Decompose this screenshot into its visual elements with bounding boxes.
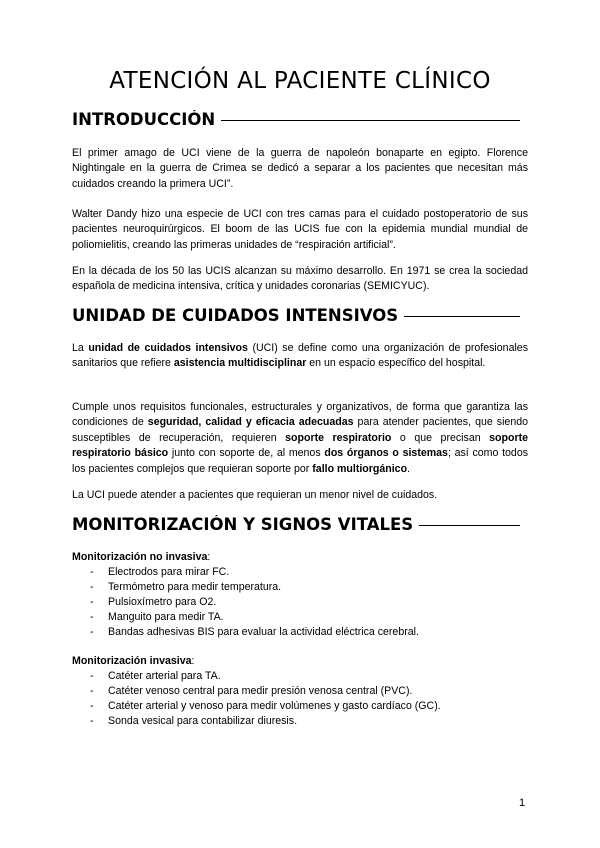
section-heading-introduccion [72, 110, 520, 129]
heading-rule [221, 120, 520, 121]
bold-term: dos órganos o sistemas [324, 447, 448, 460]
invasive-list [90, 669, 441, 729]
text-run: en un espacio específico del hospital. [306, 357, 486, 370]
text-run: La [72, 342, 89, 354]
list-item: - Manguito para medir TA. [90, 610, 419, 625]
bold-term: unidad de cuidados intensivos [88, 342, 248, 354]
bold-term: asistencia multidisciplinar [173, 357, 307, 370]
text-run: ; así como todos los pacientes complejos que requieran soporte por [72, 447, 529, 475]
section-heading-monitorizacion [72, 515, 520, 534]
uci-paragraph-3: La UCI puede atender a pacientes que requieran un menor nivel de cuidados. [72, 489, 438, 501]
text-run: junto con soporte de, al menos [168, 447, 325, 460]
bold-term: fallo multiorgánico [312, 462, 408, 475]
list-item: - Catéter arterial para TA. [90, 669, 441, 684]
section-heading-uci [72, 306, 520, 325]
page-number: 1 [519, 797, 526, 809]
text-run: Cumple unos requisitos funcionales, estructurales y organizativos, de forma que garantiza las condiciones de [72, 401, 528, 429]
list-item: - Catéter arterial y venoso para medir volúmenes y gasto cardíaco (GC). [90, 699, 441, 714]
heading-rule [404, 316, 520, 317]
bold-term: soporte respiratorio básico [72, 431, 528, 460]
section-heading-text: MONITORIZACIÓN Y SIGNOS VITALES [72, 515, 414, 534]
intro-paragraph-1: El primer amago de UCI viene de la guerra de napoleón bonaparte en egipto. Florence Nightingale en la guerra de Crimea se dedicó a separar a los pacientes que necesitan más cuidados creando la primera UCI”. [72, 147, 528, 190]
subheading-text: Monitorización invasiva [72, 655, 192, 667]
list-item: - Electrodos para mirar FC. [90, 565, 419, 580]
uci-paragraph-2 [72, 400, 528, 477]
intro-paragraph-2: Walter Dandy hizo una especie de UCI con tres camas para el cuidado postoperatorio de sus pacientes neuroquirúrgicos. El boom de las UCIS fue con la epidemia mundial mundial de poliomielitis, creando las primeras unidades de “respiración artificial”. [72, 208, 528, 251]
list-item: - Bandas adhesivas BIS para evaluar la actividad eléctrica cerebral. [90, 625, 419, 640]
list-item: - Sonda vesical para contabilizar diuresis. [90, 714, 441, 729]
text-run: . [407, 462, 410, 475]
heading-rule [419, 525, 520, 526]
document-title: ATENCIÓN AL PACIENTE CLÍNICO [109, 68, 491, 94]
list-item: - Termómetro para medir temperatura. [90, 580, 419, 595]
bold-term: seguridad, calidad y eficacia adecuadas [147, 416, 354, 429]
section-heading-text: UNIDAD DE CUIDADOS INTENSIVOS [72, 306, 399, 325]
uci-paragraph-1 [72, 341, 528, 372]
bold-term: soporte respiratorio [285, 431, 392, 444]
text-run: para atender pacientes, que siendo susceptibles de recuperación, requieren [72, 416, 528, 444]
list-item: - Pulsioxímetro para O2. [90, 595, 419, 610]
noninvasive-list [90, 565, 419, 640]
list-item: - Catéter venoso central para medir presión venosa central (PVC). [90, 684, 441, 699]
text-run: o que precisan [391, 431, 490, 444]
intro-paragraph-3: En la década de los 50 las UCIS alcanzan su máximo desarrollo. En 1971 se crea la sociedad española de medicina intensiva, crítica y unidades coronarias (SEMICYUC). [72, 265, 528, 293]
subheading-text: Monitorización no invasiva [72, 551, 208, 563]
section-heading-text: INTRODUCCIÓN [72, 110, 216, 129]
subheading-colon: : [207, 551, 211, 563]
text-run: (UCI) se define como una organización de profesionales sanitarios que refiere [72, 342, 528, 370]
invasive-label [72, 654, 194, 669]
subheading-colon: : [191, 655, 195, 667]
noninvasive-label [72, 550, 210, 565]
